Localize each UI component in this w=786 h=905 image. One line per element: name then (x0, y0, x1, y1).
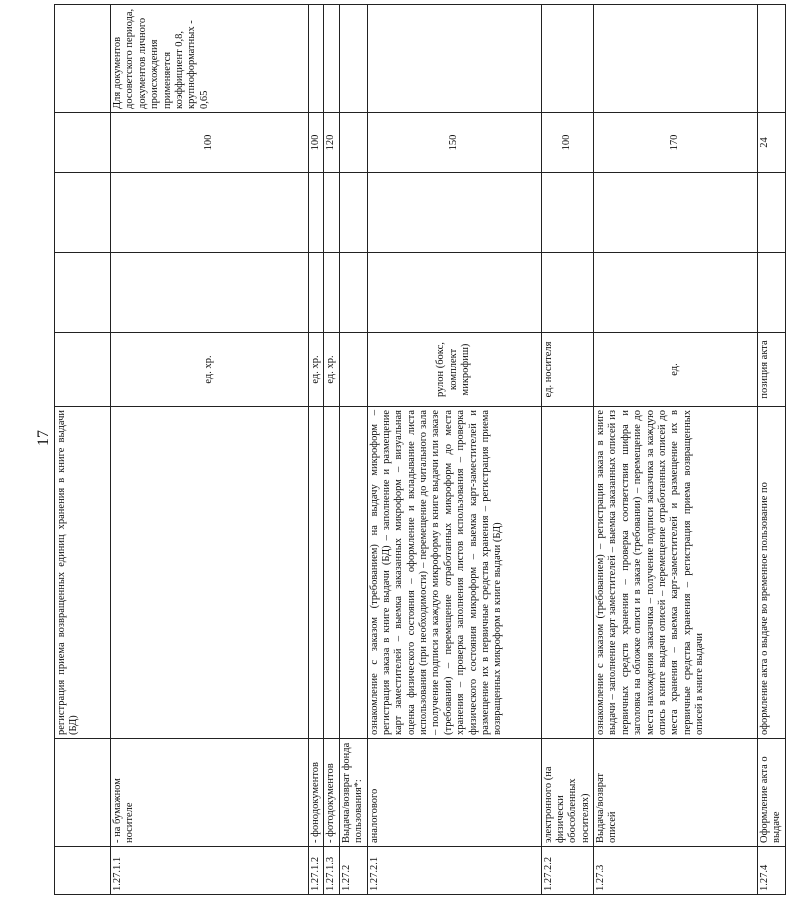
cell-unit (339, 333, 367, 407)
cell-description (324, 407, 339, 739)
cell-norm: 100 (309, 113, 324, 173)
cell-note (758, 5, 786, 113)
cell-id: 1.27.2.1 (367, 847, 541, 895)
cell-norm: 100 (541, 113, 594, 173)
cell-unit: ед. хр. (324, 333, 339, 407)
cell-unit: рулон (бокс, комплект микрофиш) (367, 333, 541, 407)
cell-norm: 150 (367, 113, 541, 173)
cell-empty (324, 173, 339, 253)
table-row (758, 5, 786, 895)
cell-note (324, 5, 339, 113)
cell-name (55, 739, 111, 847)
cell-note (541, 5, 594, 113)
cell-empty (111, 253, 309, 333)
cell-name: электронного (на физически обособленных носителях) (541, 739, 594, 847)
cell-id: 1.27.2 (339, 847, 367, 895)
cell-id: 1.27.1.3 (324, 847, 339, 895)
cell-name: Выдача/возврат фонда пользования*: (339, 739, 367, 847)
cell-name: аналогового (367, 739, 541, 847)
cell-id: 1.27.1.2 (309, 847, 324, 895)
cell-norm (339, 113, 367, 173)
cell-name: Выдача/возврат описей (594, 739, 758, 847)
cell-empty (541, 253, 594, 333)
table-row (339, 5, 367, 895)
cell-description: оформление акта о выдаче во временное пользование по (758, 407, 786, 739)
cell-description (339, 407, 367, 739)
cell-empty (541, 173, 594, 253)
rotated-page-content (54, 5, 783, 895)
cell-norm: 170 (594, 113, 758, 173)
cell-name: - на бумажном носителе (111, 739, 309, 847)
cell-name: Оформление акта о выдаче (758, 739, 786, 847)
cell-norm: 100 (111, 113, 309, 173)
cell-unit: ед. (594, 333, 758, 407)
cell-norm: 120 (324, 113, 339, 173)
cell-description: регистрация приема возвращенных единиц хранения в книге выдачи (БД) (55, 407, 111, 739)
cell-unit: позиция акта (758, 333, 786, 407)
cell-id: 1.27.1.1 (111, 847, 309, 895)
cell-note (309, 5, 324, 113)
cell-description (111, 407, 309, 739)
cell-empty (758, 173, 786, 253)
cell-unit: ед. носителя (541, 333, 594, 407)
cell-empty (594, 173, 758, 253)
table-row (55, 5, 111, 895)
table-row (594, 5, 758, 895)
cell-description: ознакомление с заказом (требованием) на выдачу микроформ – регистрация заказа в книге выдачи (БД) – заполнение и размещение карт заместителей – выемка заказанных микроформ – визуальная оценка физического состояния – оформление и вкладывание листа использования (при необходимости) – перемещение до читального зала – получение подписи за каждую микроформу в книге выдачи или заказе (требовании) – перемещение отработанных микроформ до места хранения – проверка заполнения листов использования – проверка физического состояния микроформ – выемка карт-заместителей и размещение их в первичные средства хранения – регистрация приема возвращенных микроформ в книге выдачи (БД) (367, 407, 541, 739)
cell-empty (111, 173, 309, 253)
cell-id: 1.27.4 (758, 847, 786, 895)
cell-description (309, 407, 324, 739)
cell-unit (55, 333, 111, 407)
cell-name: - фонодокументов (309, 739, 324, 847)
cell-empty (339, 253, 367, 333)
cell-id: 1.27.2.2 (541, 847, 594, 895)
table-row (541, 5, 594, 895)
cell-note (594, 5, 758, 113)
cell-empty (339, 173, 367, 253)
cell-empty (55, 253, 111, 333)
table-row (309, 5, 324, 895)
table-row (111, 5, 309, 895)
cell-unit: ед. хр. (309, 333, 324, 407)
cell-description (541, 407, 594, 739)
cell-id: 1.27.3 (594, 847, 758, 895)
cell-note: Для документов досоветского периода, документов личного происхождения применяется коэффициент 0,8, крупноформатных - 0,65 (111, 5, 309, 113)
cell-empty (309, 253, 324, 333)
cell-unit: ед. хр. (111, 333, 309, 407)
table-row (367, 5, 541, 895)
cell-empty (55, 173, 111, 253)
norms-table (54, 4, 786, 895)
cell-empty (758, 253, 786, 333)
cell-norm: 24 (758, 113, 786, 173)
cell-empty (309, 173, 324, 253)
cell-empty (367, 173, 541, 253)
cell-note (367, 5, 541, 113)
cell-empty (324, 253, 339, 333)
cell-note (339, 5, 367, 113)
table-row (324, 5, 339, 895)
cell-description: ознакомление с заказом (требованием) – регистрация заказа в книге выдачи – заполнение карт заместителей – выемка заказанных описей из первичных средств хранения – проверка соответствия шифра и заголовка на обложке описи и в заказе (требовании) – перемещение до места нахождения заказчика – получение подписи заказчика за каждую опись в книге выдачи описей – перемещение отработанных описей до места хранения – выемка карт-заместителей и размещение их в первичные средства хранения – регистрация приема возвращенных описей в книге выдачи (594, 407, 758, 739)
cell-id (55, 847, 111, 895)
page-number: 17 (35, 430, 52, 446)
cell-name: - фотодокументов (324, 739, 339, 847)
cell-empty (367, 253, 541, 333)
cell-norm (55, 113, 111, 173)
cell-empty (594, 253, 758, 333)
cell-note (55, 5, 111, 113)
